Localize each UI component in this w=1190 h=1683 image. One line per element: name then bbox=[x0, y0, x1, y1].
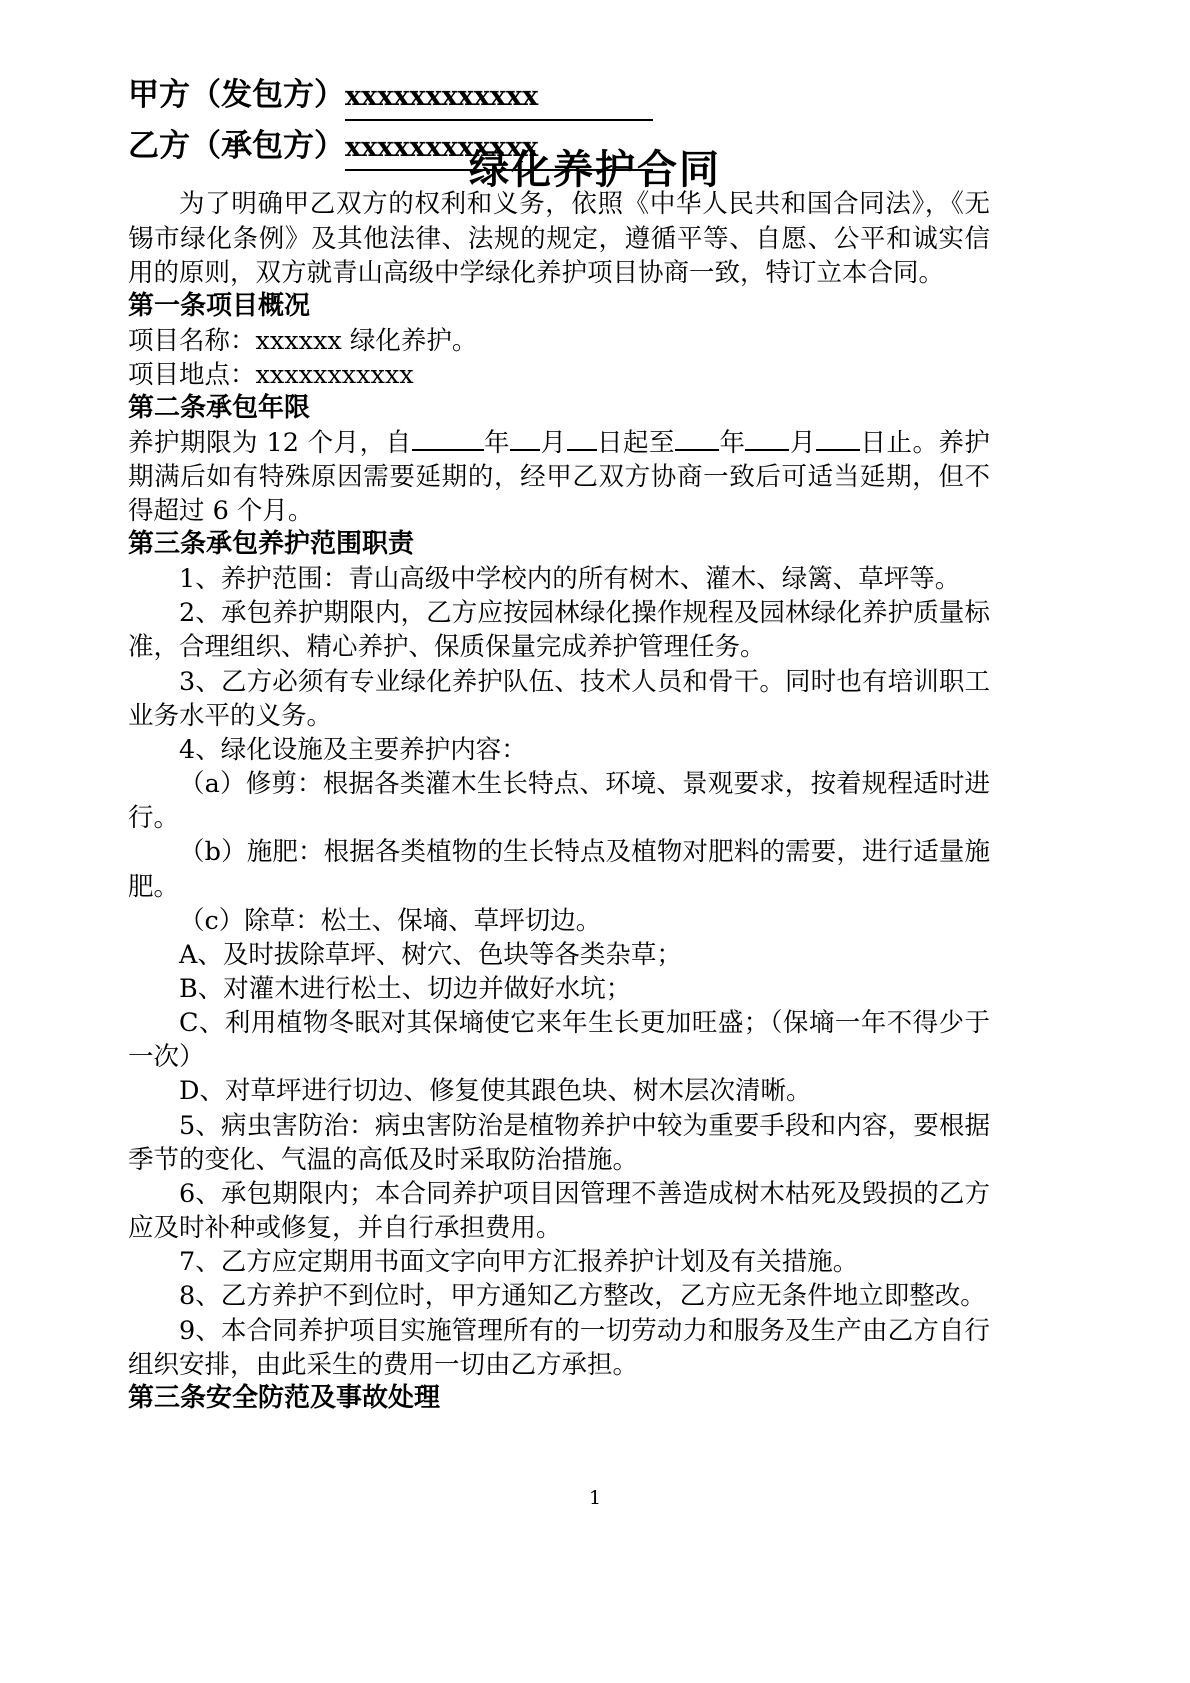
year-blank-start[interactable] bbox=[412, 449, 484, 451]
year-blank-end[interactable] bbox=[675, 449, 719, 451]
contract-term-paragraph bbox=[128, 426, 990, 528]
clause-3-item-4-A: A、及时拔除草坪、树穴、色块等各类杂草； bbox=[179, 939, 682, 970]
section-heading-3: 第三条承包养护范围职责 bbox=[128, 529, 415, 560]
clause-3-item-5: 5、病虫害防治：病虫害防治是植物养护中较为重要手段和内容，要根据季节的变化、气温的高低及时采取防治措施。 bbox=[128, 1110, 990, 1175]
day-blank-end[interactable] bbox=[816, 449, 860, 451]
term-text-6: 月 bbox=[789, 427, 816, 458]
month-blank-end[interactable] bbox=[745, 449, 789, 451]
clause-3-item-2: 2、承包养护期限内，乙方应按园林绿化操作规程及园林绿化养护质量标准，合理组织、精心养护、保质保量完成养护管理任务。 bbox=[128, 598, 990, 663]
party-b-line bbox=[128, 121, 990, 172]
clause-3-item-4b: （b）施肥：根据各类植物的生长特点及植物对肥料的需要，进行适量施肥。 bbox=[128, 837, 990, 902]
party-a-label: 甲方（发包方） bbox=[128, 77, 345, 113]
clause-3-item-4-B: B、对灌木进行松土、切边并做好水坑； bbox=[179, 973, 632, 1004]
clause-3-item-1: 1、养护范围：青山高级中学校内的所有树木、灌木、绿篱、草坪等。 bbox=[179, 564, 961, 595]
clause-3-item-4-C: C、利用植物冬眠对其保墒使它来年生长更加旺盛；（保墒一年不得少于一次） bbox=[128, 1008, 990, 1073]
clause-3-item-4: 4、绿化设施及主要养护内容： bbox=[179, 734, 527, 765]
day-blank-start[interactable] bbox=[567, 449, 597, 451]
term-text-2: 年 bbox=[483, 427, 511, 458]
party-a-value[interactable]: xxxxxxxxxxxx bbox=[345, 75, 653, 121]
preamble-paragraph: 为了明确甲乙双方的权利和义务，依照《中华人民共和国合同法》，《无锡市绿化条例》及其他法律、法规的规定，遵循平等、自愿、公平和诚实信用的原则，双方就青山高级中学绿化养护项目协商一致，特订立本合同。 bbox=[128, 189, 990, 288]
project-site-line: 项目地点：xxxxxxxxxxx bbox=[128, 359, 414, 390]
section-heading-4: 第三条安全防范及事故处理 bbox=[128, 1382, 441, 1413]
clause-3-item-4c: （c）除草：松土、保墒、草坪切边。 bbox=[179, 905, 602, 936]
month-blank-start[interactable] bbox=[510, 449, 540, 451]
project-name-line: 项目名称：xxxxxx 绿化养护。 bbox=[128, 325, 478, 356]
party-a-line bbox=[128, 70, 990, 121]
clause-3-item-3: 3、乙方必须有专业绿化养护队伍、技术人员和骨干。同时也有培训职工业务水平的义务。 bbox=[128, 666, 990, 731]
clause-3-item-9: 9、本合同养护项目实施管理所有的一切劳动力和服务及生产由乙方自行组织安排，由此采生的费用一切由乙方承担。 bbox=[128, 1315, 990, 1380]
clause-3-item-4a: （a）修剪：根据各类灌木生长特点、环境、景观要求，按着规程适时进行。 bbox=[128, 769, 990, 834]
clause-3-item-8: 8、乙方养护不到位时，甲方通知乙方整改，乙方应无条件地立即整改。 bbox=[179, 1281, 986, 1312]
parties-block bbox=[128, 70, 990, 171]
party-b-label: 乙方（承包方） bbox=[128, 127, 345, 164]
term-text-3: 月 bbox=[540, 427, 567, 458]
document-body bbox=[128, 0, 990, 1416]
term-text-4: 日起至 bbox=[596, 427, 675, 458]
section-heading-2: 第二条承包年限 bbox=[128, 393, 311, 424]
term-text-7: 日止。养护期满后如有特殊原因需要延期的，经甲乙双方协商一致后可适当延期，但不得超过 6 个月。 bbox=[128, 427, 990, 527]
section-heading-1: 第一条项目概况 bbox=[128, 290, 311, 321]
page-number: 1 bbox=[588, 1487, 602, 1509]
clause-3-item-4-D: D、对草坪进行切边、修复使其跟色块、树木层次清晰。 bbox=[179, 1076, 812, 1107]
clause-3-item-7: 7、乙方应定期用书面文字向甲方汇报养护计划及有关措施。 bbox=[179, 1247, 859, 1278]
party-b-value[interactable]: xxxxxxxxxxxx bbox=[345, 126, 653, 172]
term-text-5: 年 bbox=[719, 427, 746, 458]
clause-3-item-6: 6、承包期限内；本合同养护项目因管理不善造成树木枯死及毁损的乙方应及时补种或修复，并自行承担费用。 bbox=[128, 1178, 990, 1244]
term-text-1: 养护期限为 12 个月，自 bbox=[128, 427, 412, 458]
page-title: 绿化养护合同 bbox=[469, 147, 721, 193]
